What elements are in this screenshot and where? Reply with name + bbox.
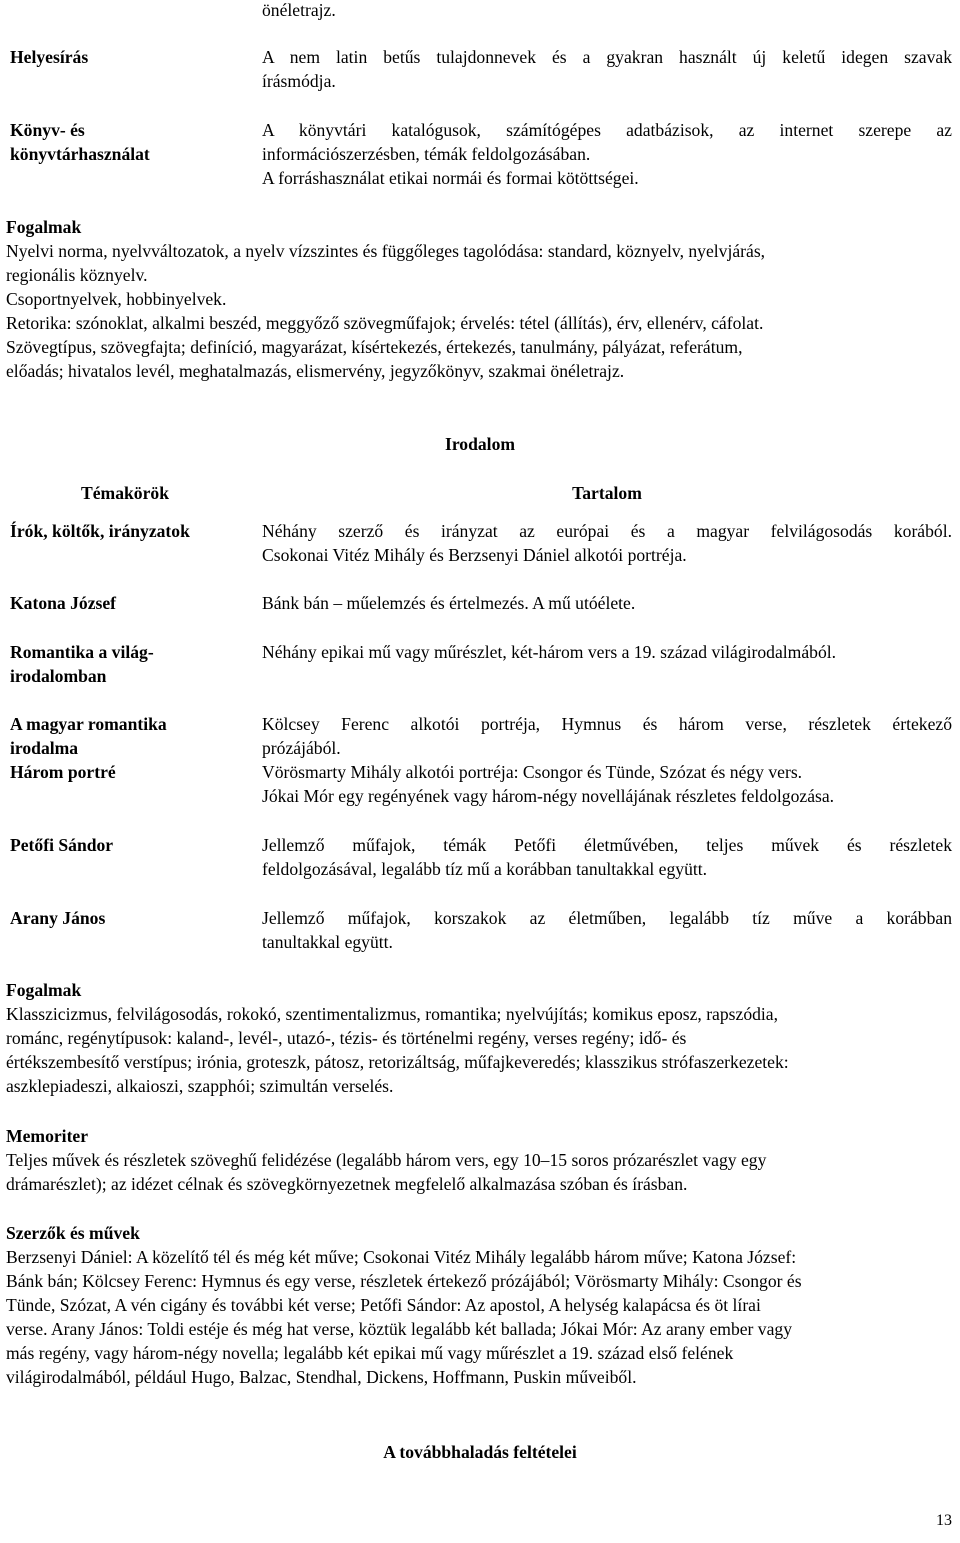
text-line: tanultakkal együtt. — [262, 932, 393, 952]
topic-romantika-vilag — [10, 640, 240, 688]
topic-katona — [10, 591, 240, 615]
text-line: Vörösmarty Mihály alkotói portréja: Csongor és Tünde, Szózat és négy vers. — [262, 762, 803, 782]
topic-line: Petőfi Sándor — [10, 835, 114, 855]
text-line: más regény, vagy három-négy novella; legalább két epikai mű vagy műrészlet a 19. század első felének — [6, 1343, 734, 1363]
text-line: értékszembesítő verstípus; irónia, groteszk, pátosz, retorizáltság, műfajkeveredés; klasszikus strófaszerkezetek: — [6, 1052, 789, 1072]
text-line: drámarészlet); az idézet célnak és szövegkörnyezetnek megfelelő alkalmazása szóban és írásban. — [6, 1174, 688, 1194]
text-line: információszerzésben, témák feldolgozásában. — [262, 144, 591, 164]
memoriter-section — [6, 1124, 954, 1196]
text-line: románc, regénytípusok: kaland-, levél-, utazó-, tézis- és történelmi regény, verses regény; idő- és — [6, 1028, 687, 1048]
page-number: 13 — [936, 1512, 952, 1529]
label-line: Könyv- és — [10, 120, 85, 140]
text-line: Jókai Mór egy regényének vagy három-négy novellájának részletes feldolgozása. — [262, 786, 835, 806]
irodalom-title: Irodalom — [444, 434, 516, 454]
content-magyar-romantika — [262, 712, 952, 808]
top-fragment: önéletrajz. — [262, 0, 336, 20]
text-line: Néhány szerző és irányzat az európai és a magyar felvilágosodás korából. — [262, 521, 952, 541]
text-line: Bánk bán – műelemzés és értelmezés. A mű utóélete. — [262, 593, 636, 613]
text-line: írásmódja. — [262, 71, 336, 91]
content-petofi — [262, 833, 952, 881]
topic-line: Arany János — [10, 908, 106, 928]
text-line: Klasszicizmus, felvilágosodás, rokokó, szentimentalizmus, romantika; nyelvújítás; komikus eposz, rapszódia, — [6, 1004, 779, 1024]
text-line: Kölcsey Ferenc alkotói portréja, Hymnus és három verse, részletek értekező — [262, 714, 952, 734]
column-heading-topics: Témakörök — [81, 483, 169, 503]
szerzok-section — [6, 1221, 954, 1389]
label-line: könyvtárhasználat — [10, 144, 150, 164]
text-line: Csoportnyelvek, hobbinyelvek. — [6, 289, 227, 309]
content-romantika-vilag — [262, 640, 952, 664]
tovabbhaladas-heading: A továbbhaladás feltételei — [383, 1442, 577, 1462]
text-line: Jellemző műfajok, korszakok az életműben, legalább tíz műve a korábban — [262, 908, 952, 928]
topic-line: A magyar romantika — [10, 714, 167, 734]
text-line: A könyvtári katalógusok, számítógépes adatbázisok, az internet szerepe az — [262, 120, 952, 140]
section-heading: Szerzők és művek — [6, 1223, 140, 1243]
fogalmak-section-2 — [6, 978, 954, 1098]
fogalmak-section-1 — [6, 215, 954, 383]
topic-magyar-romantika — [10, 712, 240, 784]
topic-line: irodalomban — [10, 666, 107, 686]
text-line: verse. Arany János: Toldi estéje és még hat verse, köztük legalább két ballada; Jókai Mór: Az arany ember vagy — [6, 1319, 793, 1339]
column-heading-content: Tartalom — [572, 483, 642, 503]
text-line: Csokonai Vitéz Mihály és Berzsenyi Dániel alkotói portréja. — [262, 545, 687, 565]
row-label-helyesiras: Helyesírás — [10, 47, 89, 67]
topic-arany — [10, 906, 240, 930]
text-line: A forráshasználat etikai normái és formai kötöttségei. — [262, 168, 639, 188]
text-line: világirodalmából, például Hugo, Balzac, Stendhal, Dickens, Hoffmann, Puskin műveiből. — [6, 1367, 637, 1387]
topic-line: Írók, költők, irányzatok — [10, 521, 190, 541]
text-line: Retorika: szónoklat, alkalmi beszéd, meggyőző szövegműfajok; érvelés: tétel (állítás), érv, ellenérv, cáfolat. — [6, 313, 764, 333]
topic-iroki-koltok — [10, 519, 240, 543]
topic-line: Három portré — [10, 762, 116, 782]
text-line: Bánk bán; Kölcsey Ferenc: Hymnus és egy verse, részletek értekező prózájából; Vörösmarty Mihály: Csongor és — [6, 1271, 802, 1291]
row-content-konyvtar — [262, 118, 952, 190]
topic-line: Romantika a világ- — [10, 642, 154, 662]
section-heading: Memoriter — [6, 1126, 89, 1146]
text-line: prózájából. — [262, 738, 341, 758]
text-line: előadás; hivatalos levél, meghatalmazás, elismervény, jegyzőkönyv, szakmai önéletrajz. — [6, 361, 625, 381]
text-line: Teljes művek és részletek szöveghű felidézése (legalább három vers, egy 10–15 soros prózarészlet vagy egy — [6, 1150, 767, 1170]
text-line: feldolgozásával, legalább tíz mű a korábban tanultakkal együtt. — [262, 859, 708, 879]
text-line: A nem latin betűs tulajdonnevek és a gyakran használt új keletű idegen szavak — [262, 47, 952, 67]
content-iroki-koltok — [262, 519, 952, 567]
topic-petofi — [10, 833, 240, 857]
text-line: Szövegtípus, szövegfajta; definíció, magyarázat, kísértekezés, értekezés, tanulmány, pályázat, referátum, — [6, 337, 743, 357]
text-line: Jellemző műfajok, témák Petőfi életművében, teljes művek és részletek — [262, 835, 952, 855]
text-line: Tünde, Szózat, A vén cigány és további két verse; Petőfi Sándor: Az apostol, A helység kalapácsa és öt lírai — [6, 1295, 761, 1315]
content-katona — [262, 591, 952, 615]
text-line: regionális köznyelv. — [6, 265, 148, 285]
row-content-helyesiras — [262, 45, 952, 93]
text-line: Néhány epikai mű vagy műrészlet, két-három vers a 19. század világirodalmából. — [262, 642, 837, 662]
section-heading: Fogalmak — [6, 980, 82, 1000]
topic-line: irodalma — [10, 738, 79, 758]
row-label-konyvtar — [10, 118, 240, 166]
text-line: Berzsenyi Dániel: A közelítő tél és még két műve; Csokonai Vitéz Mihály legalább három műve; Katona József: — [6, 1247, 797, 1267]
content-arany — [262, 906, 952, 954]
section-heading: Fogalmak — [6, 217, 82, 237]
text-line: aszklepiadeszi, alkaioszi, szapphói; szimultán verselés. — [6, 1076, 394, 1096]
topic-line: Katona József — [10, 593, 117, 613]
text-line: Nyelvi norma, nyelvváltozatok, a nyelv vízszintes és függőleges tagolódása: standard, köznyelv, nyelvjárás, — [6, 241, 766, 261]
